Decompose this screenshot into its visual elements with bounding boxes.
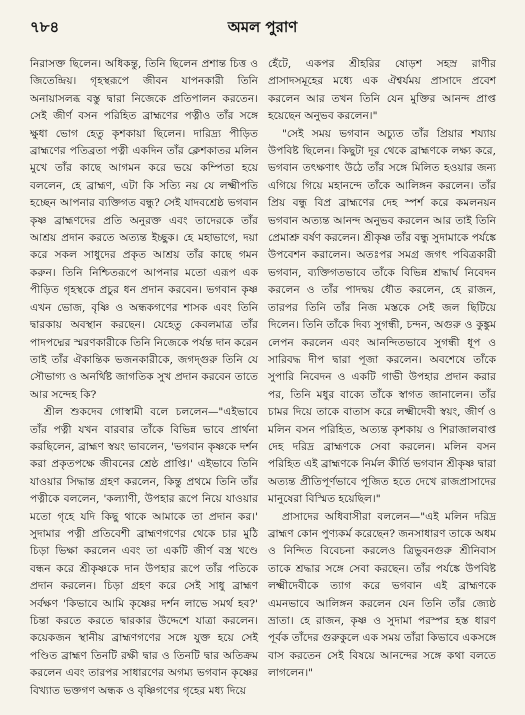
left-column xyxy=(30,56,258,700)
paragraph: হেঁটে, একপর শ্রীহরির ষোড়শ সহস্র রাণীর প্রাসাদসমূহের মধ্যে এক ঐশ্বর্যময় প্রাসাদে প্রবেশ করলেন আর তখন তিনি যেন মুক্তির আনন্দ প্রাপ্ত হয়েছেন অনুভব করলেন।" xyxy=(268,58,496,123)
paragraph: শ্রীল শুকদেব গোস্বামী বলে চললেন—"এইভাবে তাঁর পত্নী যখন বারবার তাঁকে বিভিন্ন ভাবে প্রার্থনা করছিলেন, ব্রাহ্মণ স্বয়ং ভাবলেন, 'ভগবান কৃষ্ণকে দর্শন করা প্রকৃতপক্ষে জীবনের শ্রেষ্ঠ প্রাপ্তি।' এইভাবে তিনি যাওয়ার সিদ্ধান্ত গ্রহণ করলেন, কিন্তু প্রথমে তিনি তাঁর পত্নীকে বললেন, 'কল্যাণী, উপহার রূপে নিয়ে যাওয়ার মতো গৃহে যদি কিছু থাকে আমাকে তা প্রদান কর।' সুদামার পত্নী প্রতিবেশী ব্রাহ্মণগণের থেকে চার মুঠি চিড়া ভিক্ষা করলেন এবং তা একটি জীর্ণ বস্ত্র খণ্ডে বন্ধন করে শ্রীকৃষ্ণকে দান উপহার রূপে তাঁর পতিকে প্রদান করলেন। চিড়া গ্রহণ করে সেই সাধু ব্রাহ্মণ সর্বক্ষণ 'কিভাবে আমি কৃষ্ণের দর্শন লাভে সমর্থ হব?' চিন্তা করতে করতে দ্বারকার উদ্দেশে যাত্রা করলেন। কয়েকজন স্থানীয় ব্রাহ্মণগণের সঙ্গে যুক্ত হয়ে সেই পণ্ডিত ব্রাহ্মণ তিনটি রক্ষী দ্বার ও তিনটি দ্বার অতিক্রম করলেন এবং তারপর সাধারণের অগম্য ভগবান কৃষ্ণের বিখ্যাত ভক্তগণ অন্ধক ও বৃষ্ণিগণের গৃহের মধ্য দিয়ে xyxy=(30,406,258,697)
paragraph: নিরাসক্ত ছিলেন। অধিকন্তু, তিনি ছিলেন প্রশান্ত চিত্ত ও জিতেন্দ্রিয়। গৃহস্থরূপে জীবন যাপনকারী তিনি অনায়াসলব্ধ বস্তু দ্বারা নিজেকে প্রতিপালন করতেন। সেই জীর্ণ বসন পরিহিত ব্রাহ্মণের পত্নীও তাঁর সঙ্গে ক্ষুধা ভোগ হেতু কৃশকায়া ছিলেন। দারিদ্র্য পীড়িত ব্রাহ্মণের পতিব্রতা পত্নী একদিন তাঁর ক্লেশকাতর মলিন মুখে তাঁর কাছে আগমন করে ভয়ে কম্পিতা হয়ে বললেন, হে ব্রাহ্মণ, এটা কি সত্যি নয় যে লক্ষ্মীপতি হচ্ছেন আপনার ব্যক্তিগত বন্ধু? সেই যাদবশ্রেষ্ঠ ভগবান কৃষ্ণ ব্রাহ্মণদের প্রতি অনুরক্ত এবং তাদেরকে তাঁর আশ্রয় প্রদান করতে অত্যন্ত ইচ্ছুক। হে মহাভাগে, দয়া করে সকল সাধুদের প্রকৃত আশ্রয় তাঁর কাছে গমন করুন। তিনি নিশ্চিতরূপে আপনার মতো এরূপ এক পীড়িত গৃহস্থকে প্রচুর ধন প্রদান করবেন। ভগবান কৃষ্ণ এখন ভোজ, বৃষ্ণি ও অন্ধকগণের শাসক এবং তিনি দ্বারকায় অবস্থান করছেন। যেহেতু কেবলমাত্র তাঁর পাদপদ্মের স্মরণকারীকে তিনি নিজেকে পর্যন্ত দান করেন তাই তাঁর ঐকান্তিক ভজনকারীকে, জগদ্‌গুরু তিনি যে সৌভাগ্য ও অনর্থিষ্ট জাগতিক সুখ প্রদান করবেন তাতে আর সন্দেহ কি? xyxy=(30,58,259,401)
page-header xyxy=(30,16,495,40)
paragraph: "সেই সময় ভগবান অচ্যুত তাঁর প্রিয়ার শয্যায় উপবিষ্ট ছিলেন। কিছুটা দূর থেকে ব্রাহ্মণকে লক্ষ্য করে, ভগবান তৎক্ষণাৎ উঠে তাঁর সঙ্গে মিলিত হওয়ার জন্য এগিয়ে গিয়ে মহানন্দে তাঁকে আলিঙ্গন করলেন। তাঁর প্রিয় বন্ধু বিপ্র ব্রাহ্মণের দেহ স্পর্শ করে কমলনয়ন ভগবান অত্যন্ত আনন্দ অনুভব করলেন আর তাই তিনি প্রেমাশ্রু বর্ষণ করলেন। শ্রীকৃষ্ণ তাঁর বন্ধু সুদামাকে পর্যঙ্কে উপবেশন করালেন। অতঃপর সমগ্র জগৎ পবিত্রকারী ভগবান, ব্যক্তিগতভাবে তাঁকে বিভিন্ন শ্রদ্ধার্ঘ নিবেদন করলেন ও তাঁর পাদদ্বয় ধৌত করলেন, হে রাজন, তারপর তিনি তাঁর নিজ মস্তকে সেই জল ছিটিয়ে দিলেন। তিনি তাঁকে দিব্য সুগন্ধী, চন্দন, অগুরু ও কুঙ্কুম লেপন করলেন এবং আনন্দিতভাবে সুগন্ধী ধূপ ও সারিবদ্ধ দীপ দ্বারা পূজা করলেন। অবশেষে তাঁকে সুপারি নিবেদন ও একটি গাভী উপহার প্রদান করার পর, তিনি মধুর বাক্যে তাঁকে স্বাগত জানালেন। তাঁর চামর দিয়ে তাকে বাতাস করে লক্ষ্মীদেবী স্বয়ং, জীর্ণ ও মলিন বসন পরিহিত, অত্যন্ত কৃশকায় ও শিরাজালবাপ্ত দেহ দরিদ্র ব্রাহ্মণকে সেবা করলেন। মলিন বসন পরিহিত এই ব্রাহ্মণকে নির্মল কীর্তি ভগবান শ্রীকৃষ্ণ দ্বারা অত্যন্ত প্রীতিপূর্ণভাবে পূজিত হতে দেখে রাজপ্রাসাদের মানুষেরা বিস্মিত হয়েছিল।" xyxy=(268,127,496,506)
page-number: ৭৮৪ xyxy=(30,17,60,36)
right-column xyxy=(268,56,496,683)
paragraph: প্রাসাদের অধিবাসীরা বললেন—"এই মলিন দরিদ্র ব্রাহ্মণ কোন পুণ্যকর্ম করেছেন? জনসাধারণ তাকে অধম ও নিন্দিত বিবেচনা করলেও ত্রিভুবনগুরু শ্রীনিবাস তাকে শ্রদ্ধার সঙ্গে সেবা করছেন। তাঁর পর্যঙ্কে উপবিষ্ট লক্ষ্মীদেবীকে ত্যাগ করে ভগবান এই ব্রাহ্মণকে এমনভাবে আলিঙ্গন করলেন যেন তিনি তাঁর জ্যেষ্ঠ ভ্রাতা। হে রাজন, কৃষ্ণ ও সুদামা পরস্পর হস্ত ধারণ পূর্বক তাঁদের গুরুকুলে এক সময় তাঁরা কিভাবে একসঙ্গে বাস করতেন সেই বিষয়ে আনন্দের সঙ্গে কথা বলতে লাগলেন।" xyxy=(268,510,496,680)
running-title: অমল পুরাণ xyxy=(227,17,298,36)
